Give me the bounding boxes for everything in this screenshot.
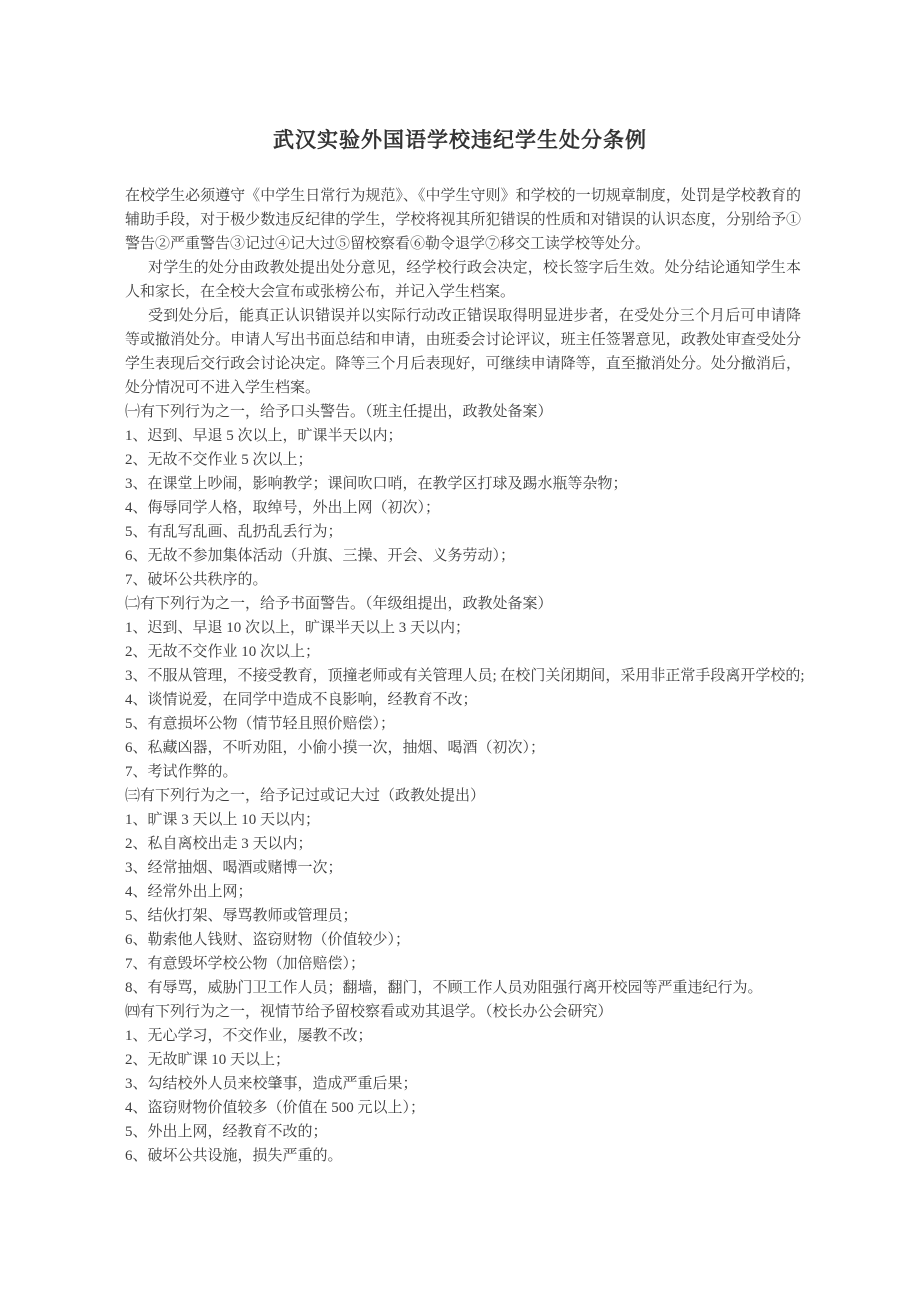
paragraph: 受到处分后，能真正认识错误并以实际行动改正错误取得明显进步者，在受处分三个月后可申请降等或撤消处分。申请人写出书面总结和申请，由班委会讨论评议，班主任签署意见，政教处审查受处分学生表现后交行政会讨论决定。降等三个月后表现好，可继续申请降等，直至撤消处分。处分撤消后，处分情况可不进入学生档案。	[125, 308, 801, 396]
list-item: 8、有辱骂，威胁门卫工作人员；翻墙，翻门，不顾工作人员劝阻强行离开校园等严重违纪行为。	[125, 980, 763, 996]
paragraph: 对学生的处分由政教处提出处分意见，经学校行政会决定，校长签字后生效。处分结论通知学生本人和家长，在全校大会宣布或张榜公布，并记入学生档案。	[125, 260, 801, 300]
list-item: 3、经常抽烟、喝酒或赌博一次；	[125, 860, 343, 876]
list-item: 6、私藏凶器，不听劝阻，小偷小摸一次，抽烟、喝酒（初次）；	[125, 740, 546, 756]
section-heading: ㈡有下列行为之一，给予书面警告。（年级组提出，政教处备案）	[125, 596, 553, 612]
list-item: 7、考试作弊的。	[125, 764, 238, 780]
list-item: 7、破坏公共秩序的。	[125, 572, 268, 588]
list-item: 5、有乱写乱画、乱扔乱丢行为；	[125, 524, 343, 540]
list-item: 6、勒索他人钱财、盗窃财物（价值较少）；	[125, 932, 411, 948]
list-item: 4、盗窃财物价值较多（价值在 500 元以上）；	[125, 1100, 426, 1116]
list-item: 4、侮辱同学人格，取绰号，外出上网（初次）；	[125, 500, 441, 516]
list-item: 2、无故不交作业 5 次以上；	[125, 452, 313, 468]
list-item: 4、谈情说爱，在同学中造成不良影响，经教育不改；	[125, 692, 478, 708]
page-title: 武汉实验外国语学校违纪学生处分条例	[273, 128, 647, 152]
section-heading: ㈢有下列行为之一，给予记过或记大过（政教处提出）	[125, 788, 486, 804]
section-heading: ㈠有下列行为之一，给予口头警告。（班主任提出，政教处备案）	[125, 404, 553, 420]
paragraph: 在校学生必须遵守《中学生日常行为规范》、《中学生守则》和学校的一切规章制度，处罚是学校教育的辅助手段，对于极少数违反纪律的学生，学校将视其所犯错误的性质和对错误的认识态度，分别给予①警告②严重警告③记过④记大过⑤留校察看⑥勒令退学⑦移交工读学校等处分。	[125, 188, 801, 252]
list-item: 5、有意损坏公物（情节轻且照价赔偿）；	[125, 716, 396, 732]
list-item: 2、私自离校出走 3 天以内；	[125, 836, 313, 852]
list-item: 5、结伙打架、辱骂教师或管理员；	[125, 908, 358, 924]
list-item: 1、迟到、早退 5 次以上，旷课半天以内；	[125, 428, 403, 444]
document-body	[125, 184, 805, 1168]
list-item: 7、有意毁坏学校公物（加倍赔偿）；	[125, 956, 366, 972]
list-item: 4、经常外出上网；	[125, 884, 253, 900]
list-item: 2、无故旷课 10 天以上；	[125, 1052, 291, 1068]
list-item: 3、不服从管理，不接受教育，顶撞老师或有关管理人员; 在校门关闭期间，采用非正常手段离开学校的;	[125, 668, 805, 684]
section-heading: ㈣有下列行为之一，视情节给予留校察看或劝其退学。（校长办公会研究）	[125, 1004, 613, 1020]
list-item: 3、在课堂上吵闹，影响教学；课间吹口哨，在教学区打球及踢水瓶等杂物；	[125, 476, 628, 492]
list-item: 6、破坏公共设施，损失严重的。	[125, 1148, 343, 1164]
list-item: 1、无心学习，不交作业，屡教不改；	[125, 1028, 373, 1044]
list-item: 5、外出上网，经教育不改的；	[125, 1124, 328, 1140]
list-item: 6、无故不参加集体活动（升旗、三操、开会、义务劳动）；	[125, 548, 516, 564]
list-item: 1、旷课 3 天以上 10 天以内；	[125, 812, 321, 828]
list-item: 2、无故不交作业 10 次以上；	[125, 644, 321, 660]
list-item: 3、勾结校外人员来校肇事，造成严重后果；	[125, 1076, 418, 1092]
list-item: 1、迟到、早退 10 次以上，旷课半天以上 3 天以内；	[125, 620, 471, 636]
